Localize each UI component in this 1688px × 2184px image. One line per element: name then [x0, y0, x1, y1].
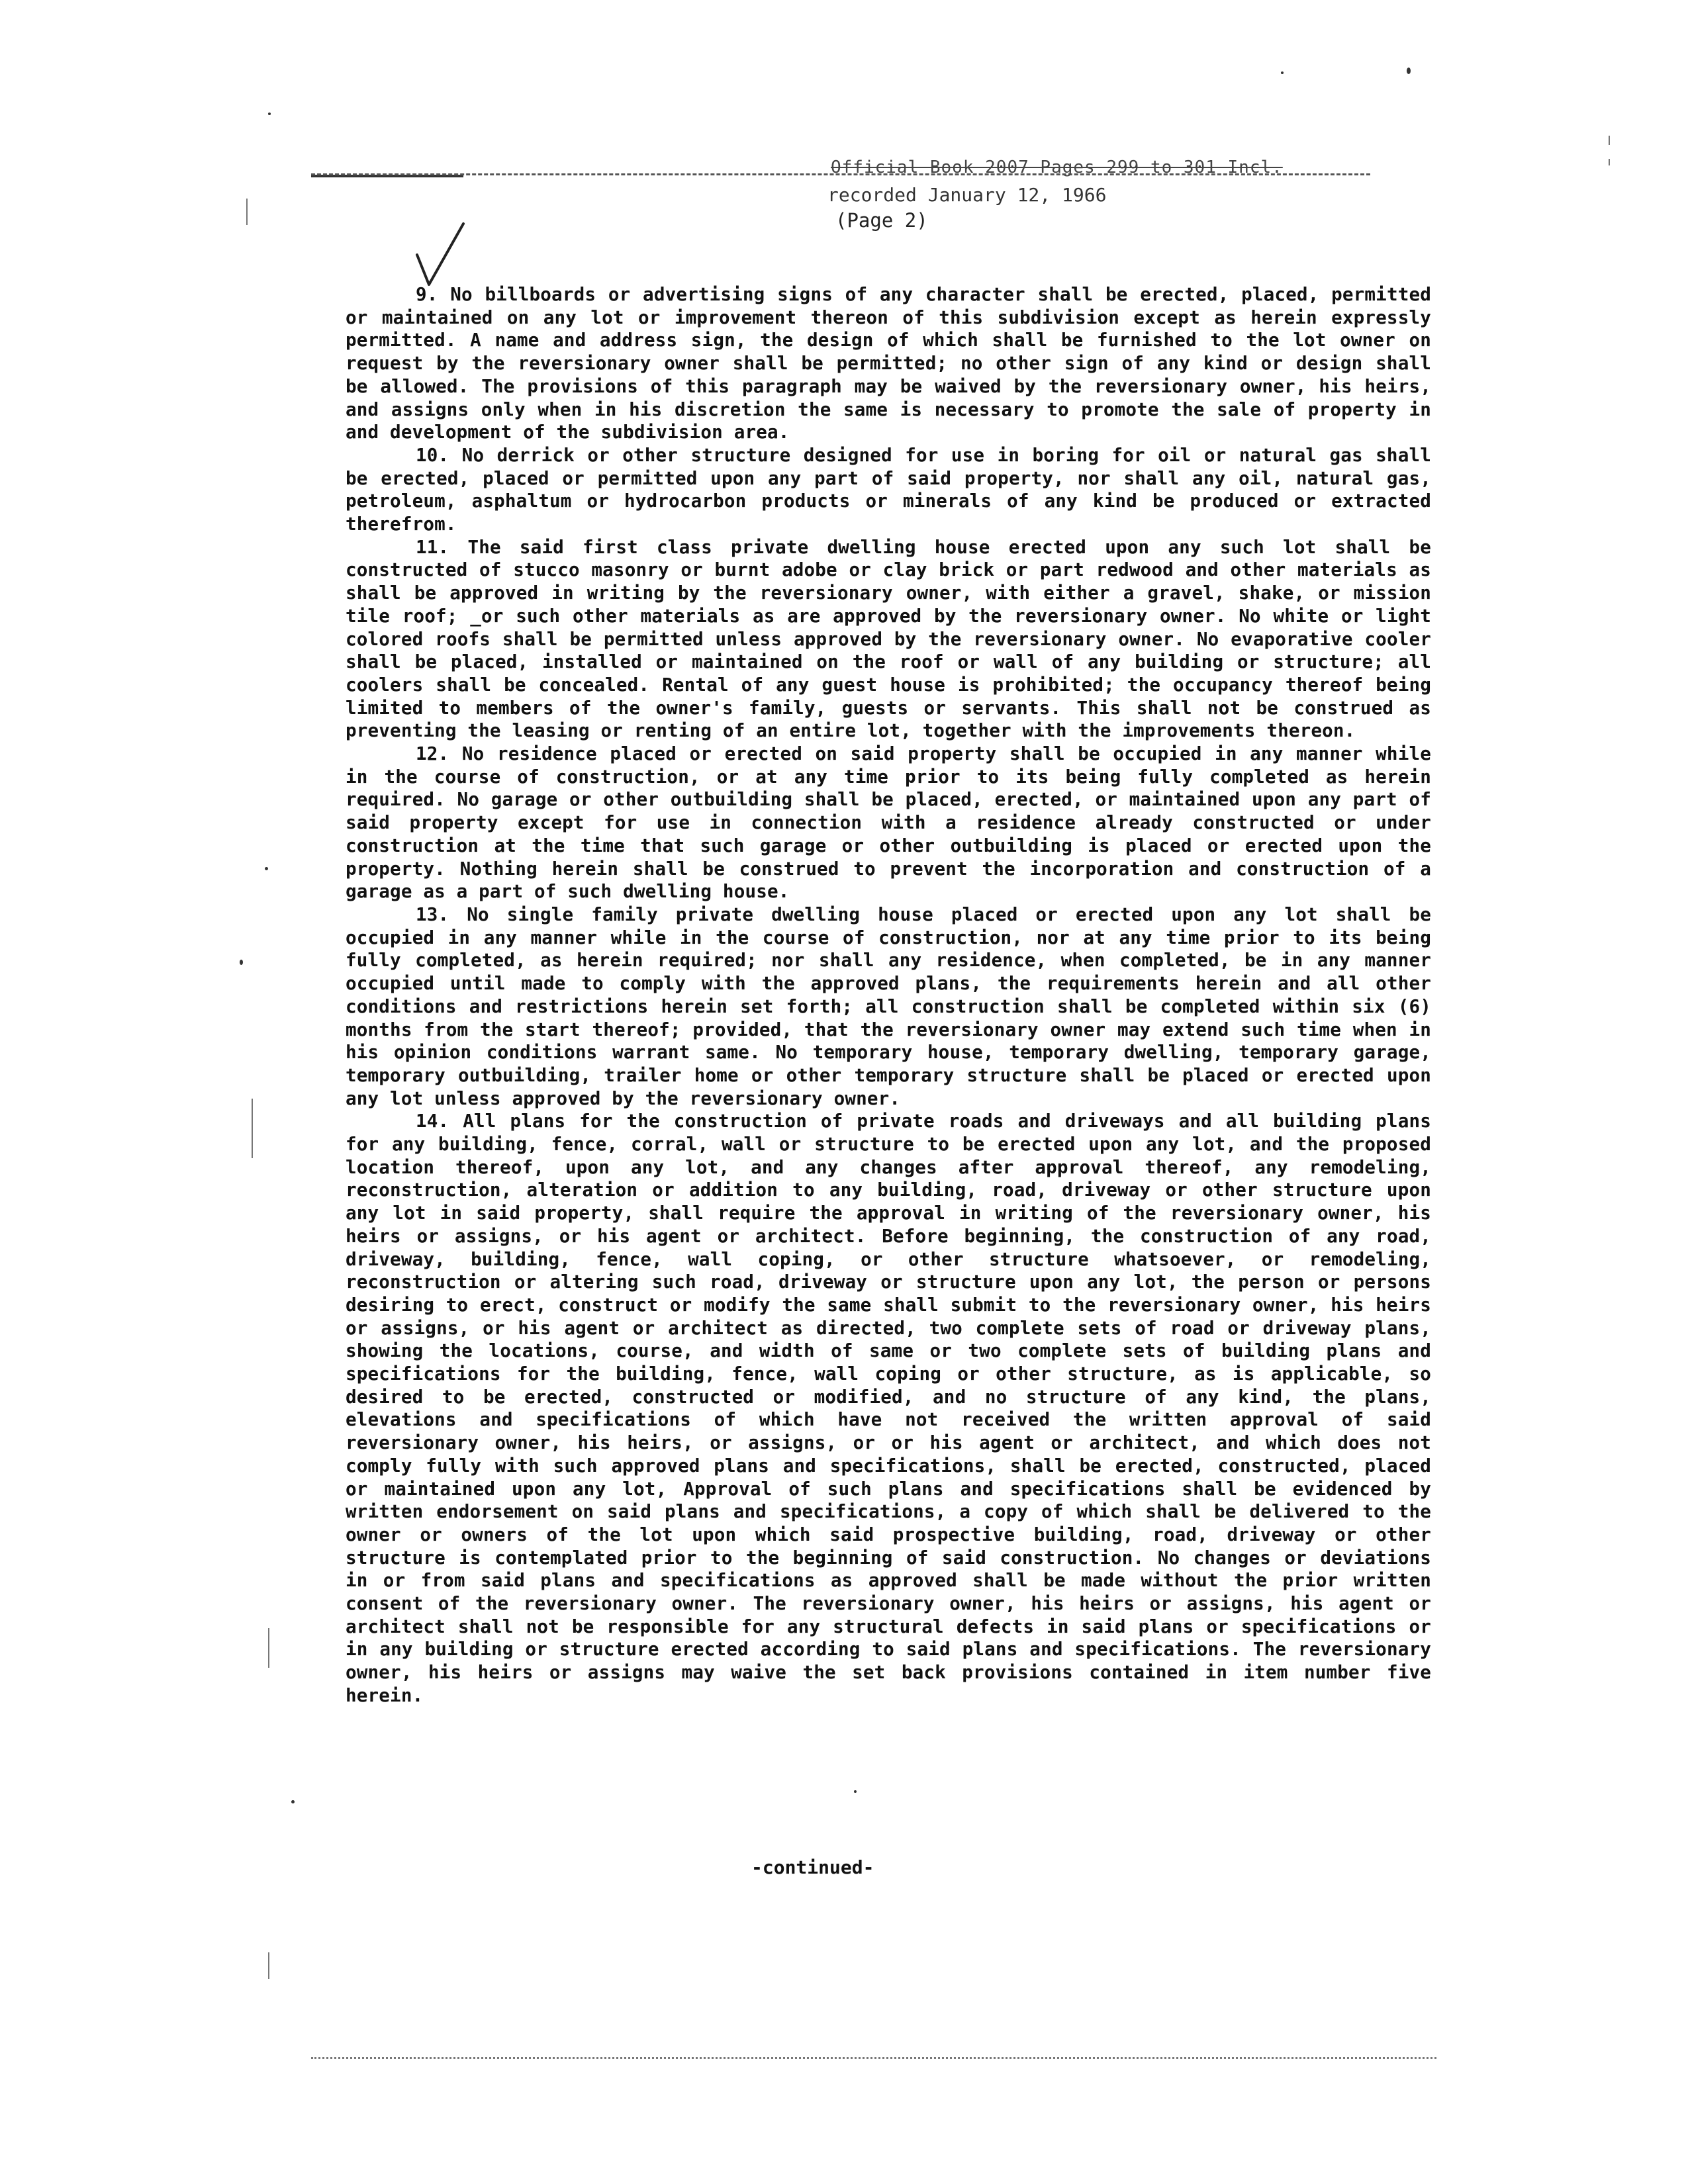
scan-edge-mark	[268, 1628, 269, 1668]
scan-speck	[291, 1800, 295, 1803]
paragraph-10: 10. No derrick or other structure designed for use in boring for oil or natural gas shall be erected, placed or permitted upon any part of said property, nor shall any oil, natural gas, petroleum, asphaltum or hydrocarbon products or minerals of any kind be produced or extracted therefrom.	[346, 443, 1431, 535]
scan-speck	[265, 867, 268, 870]
paragraph-13: 13. No single family private dwelling house placed or erected upon any lot shall be occupied in any manner while in the course of construction, nor at any time prior to its being fully completed, as herein required; nor shall any residence, when completed, be in any manner occupied until made to comply with the approved plans, the requirements herein and all other conditions and restrictions herein set forth; all construction shall be completed within six (6) months from the start thereof; provided, that the reversionary owner may extend such time when in his opinion conditions warrant same. No temporary house, temporary dwelling, temporary garage, temporary outbuilding, trailer home or other temporary structure shall be placed or erected upon any lot unless approved by the reversionary owner.	[346, 903, 1431, 1109]
scan-edge-mark	[252, 1099, 253, 1158]
recorded-date: recorded January 12, 1966	[827, 184, 1107, 206]
page-label: (Page 2)	[835, 209, 928, 232]
scan-speck	[1281, 71, 1284, 74]
scan-speck	[1407, 68, 1411, 74]
scan-speck	[854, 1790, 857, 1793]
check-mark-icon	[410, 218, 470, 291]
book-reference: Official Book 2007 Pages 299 to 301 Incl.	[831, 158, 1283, 177]
scan-edge-mark	[1609, 159, 1610, 165]
scan-edge-mark	[268, 1952, 269, 1979]
scan-edge-mark	[1609, 136, 1610, 145]
continued-label: -continued-	[751, 1856, 874, 1878]
scan-edge-mark	[246, 199, 248, 225]
scan-speck	[240, 960, 243, 965]
document-body	[346, 283, 1431, 1707]
paragraph-14: 14. All plans for the construction of private roads and driveways and all building plans for any building, fence, corral, wall or structure to be erected upon any lot, and the proposed location thereof, upon any lot, and any changes after approval thereof, any remodeling, reconstruction, alteration or addition to any building, road, driveway or other structure upon any lot in said property, shall require the approval in writing of the reversionary owner, his heirs or assigns, or his agent or architect. Before beginning, the construction of any road, driveway, building, fence, wall coping, or other structure whatsoever, or remodeling, reconstruction or altering such road, driveway or structure upon any lot, the person or persons desiring to erect, construct or modify the same shall submit to the reversionary owner, his heirs or assigns, or his agent or architect as directed, two complete sets of road or driveway plans, showing the locations, course, and width of same or two complete sets of building plans and specifications for the building, fence, wall coping or other structure, as is applicable, so desired to be erected, constructed or modified, and no structure of any kind, the plans, elevations and specifications of which have not received the written approval of said reversionary owner, his heirs, or assigns, or or his agent or architect, and which does not comply fully with such approved plans and specifications, shall be erected, constructed, placed or maintained upon any lot, Approval of such plans and specifications shall be evidenced by written endorsement on said plans and specifications, a copy of which shall be delivered to the owner or owners of the lot upon which said prospective building, road, driveway or other structure is contemplated prior to the beginning of said construction. No changes or deviations in or from said plans and specifications as approved shall be made without the prior written consent of the reversionary owner. The reversionary owner, his heirs or assigns, his agent or architect shall not be responsible for any structural defects in said plans or specifications or in any building or structure erected according to said plans and specifications. The reversionary owner, his heirs or assigns may waive the set back provisions contained in item number five herein.	[346, 1110, 1431, 1706]
bottom-rule	[311, 2057, 1436, 2059]
paragraph-9: 9. No billboards or advertising signs of any character shall be erected, placed, permitted or maintained on any lot or improvement thereon of this subdivision except as herein expressly permitted. A name and address sign, the design of which shall be furnished to the lot owner on request by the reversionary owner shall be permitted; no other sign of any kind or design shall be allowed. The provisions of this paragraph may be waived by the reversionary owner, his heirs, and assigns only when in his discretion the same is necessary to promote the sale of property in and development of the subdivision area.	[346, 283, 1431, 443]
scan-speck	[268, 113, 271, 115]
paragraph-12: 12. No residence placed or erected on said property shall be occupied in any manner while in the course of construction, or at any time prior to its being fully completed as herein required. No garage or other outbuilding shall be placed, erected, or maintained upon any part of said property except for use in connection with a residence already constructed or under construction at the time that such garage or other outbuilding is placed or erected upon the property. Nothing herein shall be construed to prevent the incorporation and construction of a garage as a part of such dwelling house.	[346, 743, 1431, 903]
paragraph-11: 11. The said first class private dwelling house erected upon any such lot shall be constructed of stucco masonry or burnt adobe or clay brick or part redwood and other materials as shall be approved in writing by the reversionary owner, with either a gravel, shake, or mission tile roof; _or such other materials as are approved by the reversionary owner. No white or light colored roofs shall be permitted unless approved by the reversionary owner. No evaporative cooler shall be placed, installed or maintained on the roof or wall of any building or structure; all coolers shall be concealed. Rental of any guest house is prohibited; the occupancy thereof being limited to members of the owner's family, guests or servants. This shall not be construed as preventing the leasing or renting of an entire lot, together with the improvements thereon.	[346, 535, 1431, 742]
